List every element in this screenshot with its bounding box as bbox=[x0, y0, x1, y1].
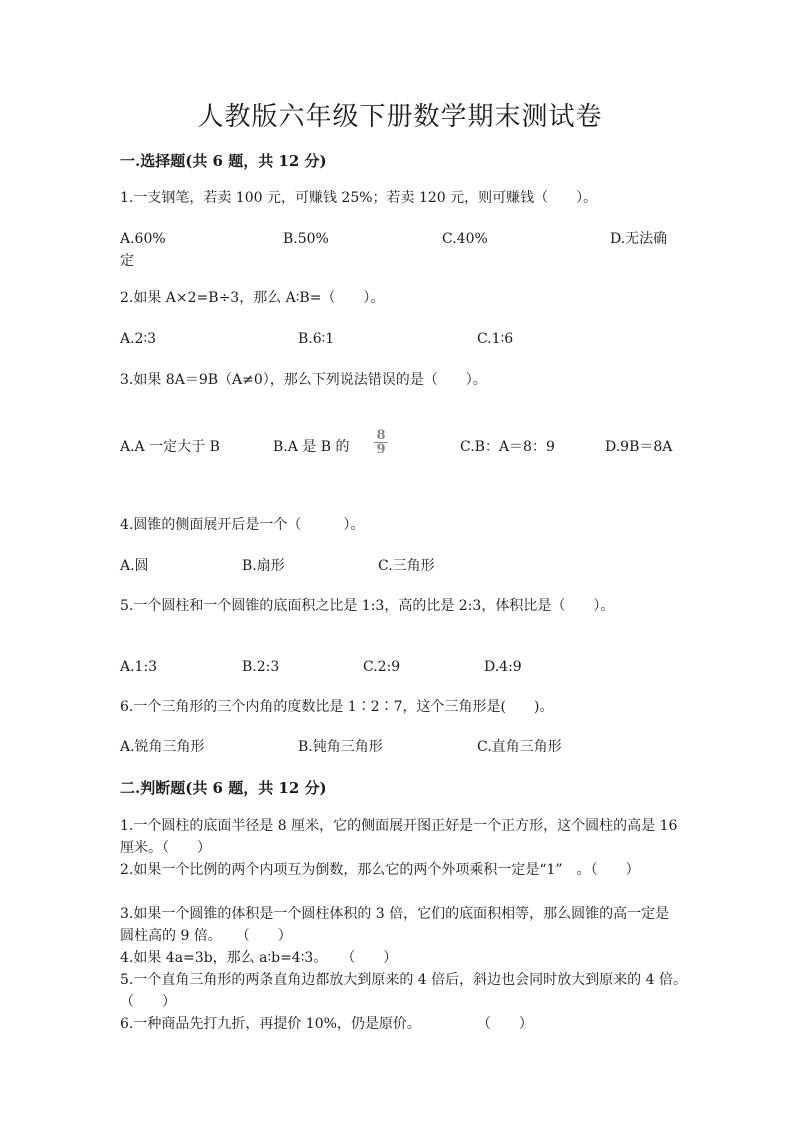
option-d: D.9B＝8A bbox=[605, 439, 673, 455]
option-b: B.2:3 bbox=[242, 659, 280, 675]
question-1-stem: 1.一支钢笔，若卖 100 元，可赚钱 25%；若卖 120 元，则可赚钱（ ）。 bbox=[120, 190, 598, 206]
option-a: A.60% bbox=[120, 231, 166, 247]
option-a: A.A 一定大于 B bbox=[120, 439, 220, 455]
tf-item-3: 3.如果一个圆锥的体积是一个圆柱体积的 3 倍，它们的底面积相等，那么圆锥的高一定是圆柱高的 9 倍。 （ ） bbox=[120, 906, 670, 944]
tf-item-1: 1.一个圆柱的底面半径是 8 厘米，它的侧面展开图正好是一个正方形，这个圆柱的高是 16 厘米。（ ） bbox=[120, 818, 678, 856]
question-2-stem: 2.如果 A×2=B÷3，那么 A∶B=（ ）。 bbox=[120, 290, 385, 306]
fraction-eight-ninths bbox=[374, 430, 388, 455]
option-c: C.2:9 bbox=[363, 659, 401, 675]
option-b: B.6∶1 bbox=[298, 331, 335, 347]
page-title: 人教版六年级下册数学期末测试卷 bbox=[197, 102, 603, 132]
question-1-options bbox=[120, 228, 700, 272]
option-a: A.1:3 bbox=[120, 659, 158, 675]
option-c: C.三角形 bbox=[378, 558, 435, 574]
option-b: B.A 是 B 的 bbox=[273, 439, 350, 455]
question-6-stem: 6.一个三角形的三个内角的度数比是 1∶2∶7，这个三角形是( )。 bbox=[120, 699, 554, 715]
option-a: A.锐角三角形 bbox=[120, 739, 205, 755]
option-c: C.40% bbox=[442, 231, 488, 247]
option-b: B.扇形 bbox=[242, 558, 285, 574]
section-heading-choice: 一.选择题(共 6 题，共 12 分) bbox=[120, 152, 327, 170]
question-3-options bbox=[120, 428, 700, 480]
question-6-options bbox=[120, 736, 700, 780]
option-c: C.B：A＝8：9 bbox=[460, 439, 555, 455]
option-c: C.直角三角形 bbox=[477, 739, 562, 755]
question-5-options bbox=[120, 656, 700, 700]
tf-item-2: 2.如果一个比例的两个内项互为倒数，那么它的两个外项乘积一定是“1” 。（ ） bbox=[120, 862, 640, 878]
option-b: B.钝角三角形 bbox=[298, 739, 383, 755]
fraction-numerator: 8 bbox=[376, 428, 386, 443]
option-a: A.2∶3 bbox=[120, 331, 157, 347]
option-a: A.圆 bbox=[120, 558, 149, 574]
question-4-options bbox=[120, 555, 700, 599]
question-5-stem: 5.一个圆柱和一个圆锥的底面积之比是 1:3，高的比是 2:3，体积比是（ ）。 bbox=[120, 598, 615, 614]
option-d: D.4:9 bbox=[484, 659, 522, 675]
question-3-stem: 3.如果 8A＝9B（A≠0），那么下列说法错误的是（ ）。 bbox=[120, 372, 487, 388]
option-d: D.无法确 bbox=[610, 231, 668, 247]
option-c: C.1∶6 bbox=[477, 331, 514, 347]
option-b: B.50% bbox=[283, 231, 329, 247]
tf-item-5: 5.一个直角三角形的两条直角边都放大到原来的 4 倍后，斜边也会同时放大到原来的 4 倍。 （ ） bbox=[120, 972, 708, 1010]
section-heading-true-false: 二.判断题(共 6 题，共 12 分) bbox=[120, 779, 327, 797]
tf-item-4: 4.如果 4a=3b，那么 a∶b=4∶3。 （ ） bbox=[120, 950, 398, 966]
question-4-stem: 4.圆锥的侧面展开后是一个（ ）。 bbox=[120, 517, 365, 533]
option-d-wrap: 定 bbox=[120, 253, 134, 269]
question-2-options bbox=[120, 328, 700, 372]
fraction-denominator: 9 bbox=[376, 442, 386, 457]
tf-item-6: 6.一种商品先打九折，再提价 10%，仍是原价。 （ ） bbox=[120, 1016, 533, 1032]
